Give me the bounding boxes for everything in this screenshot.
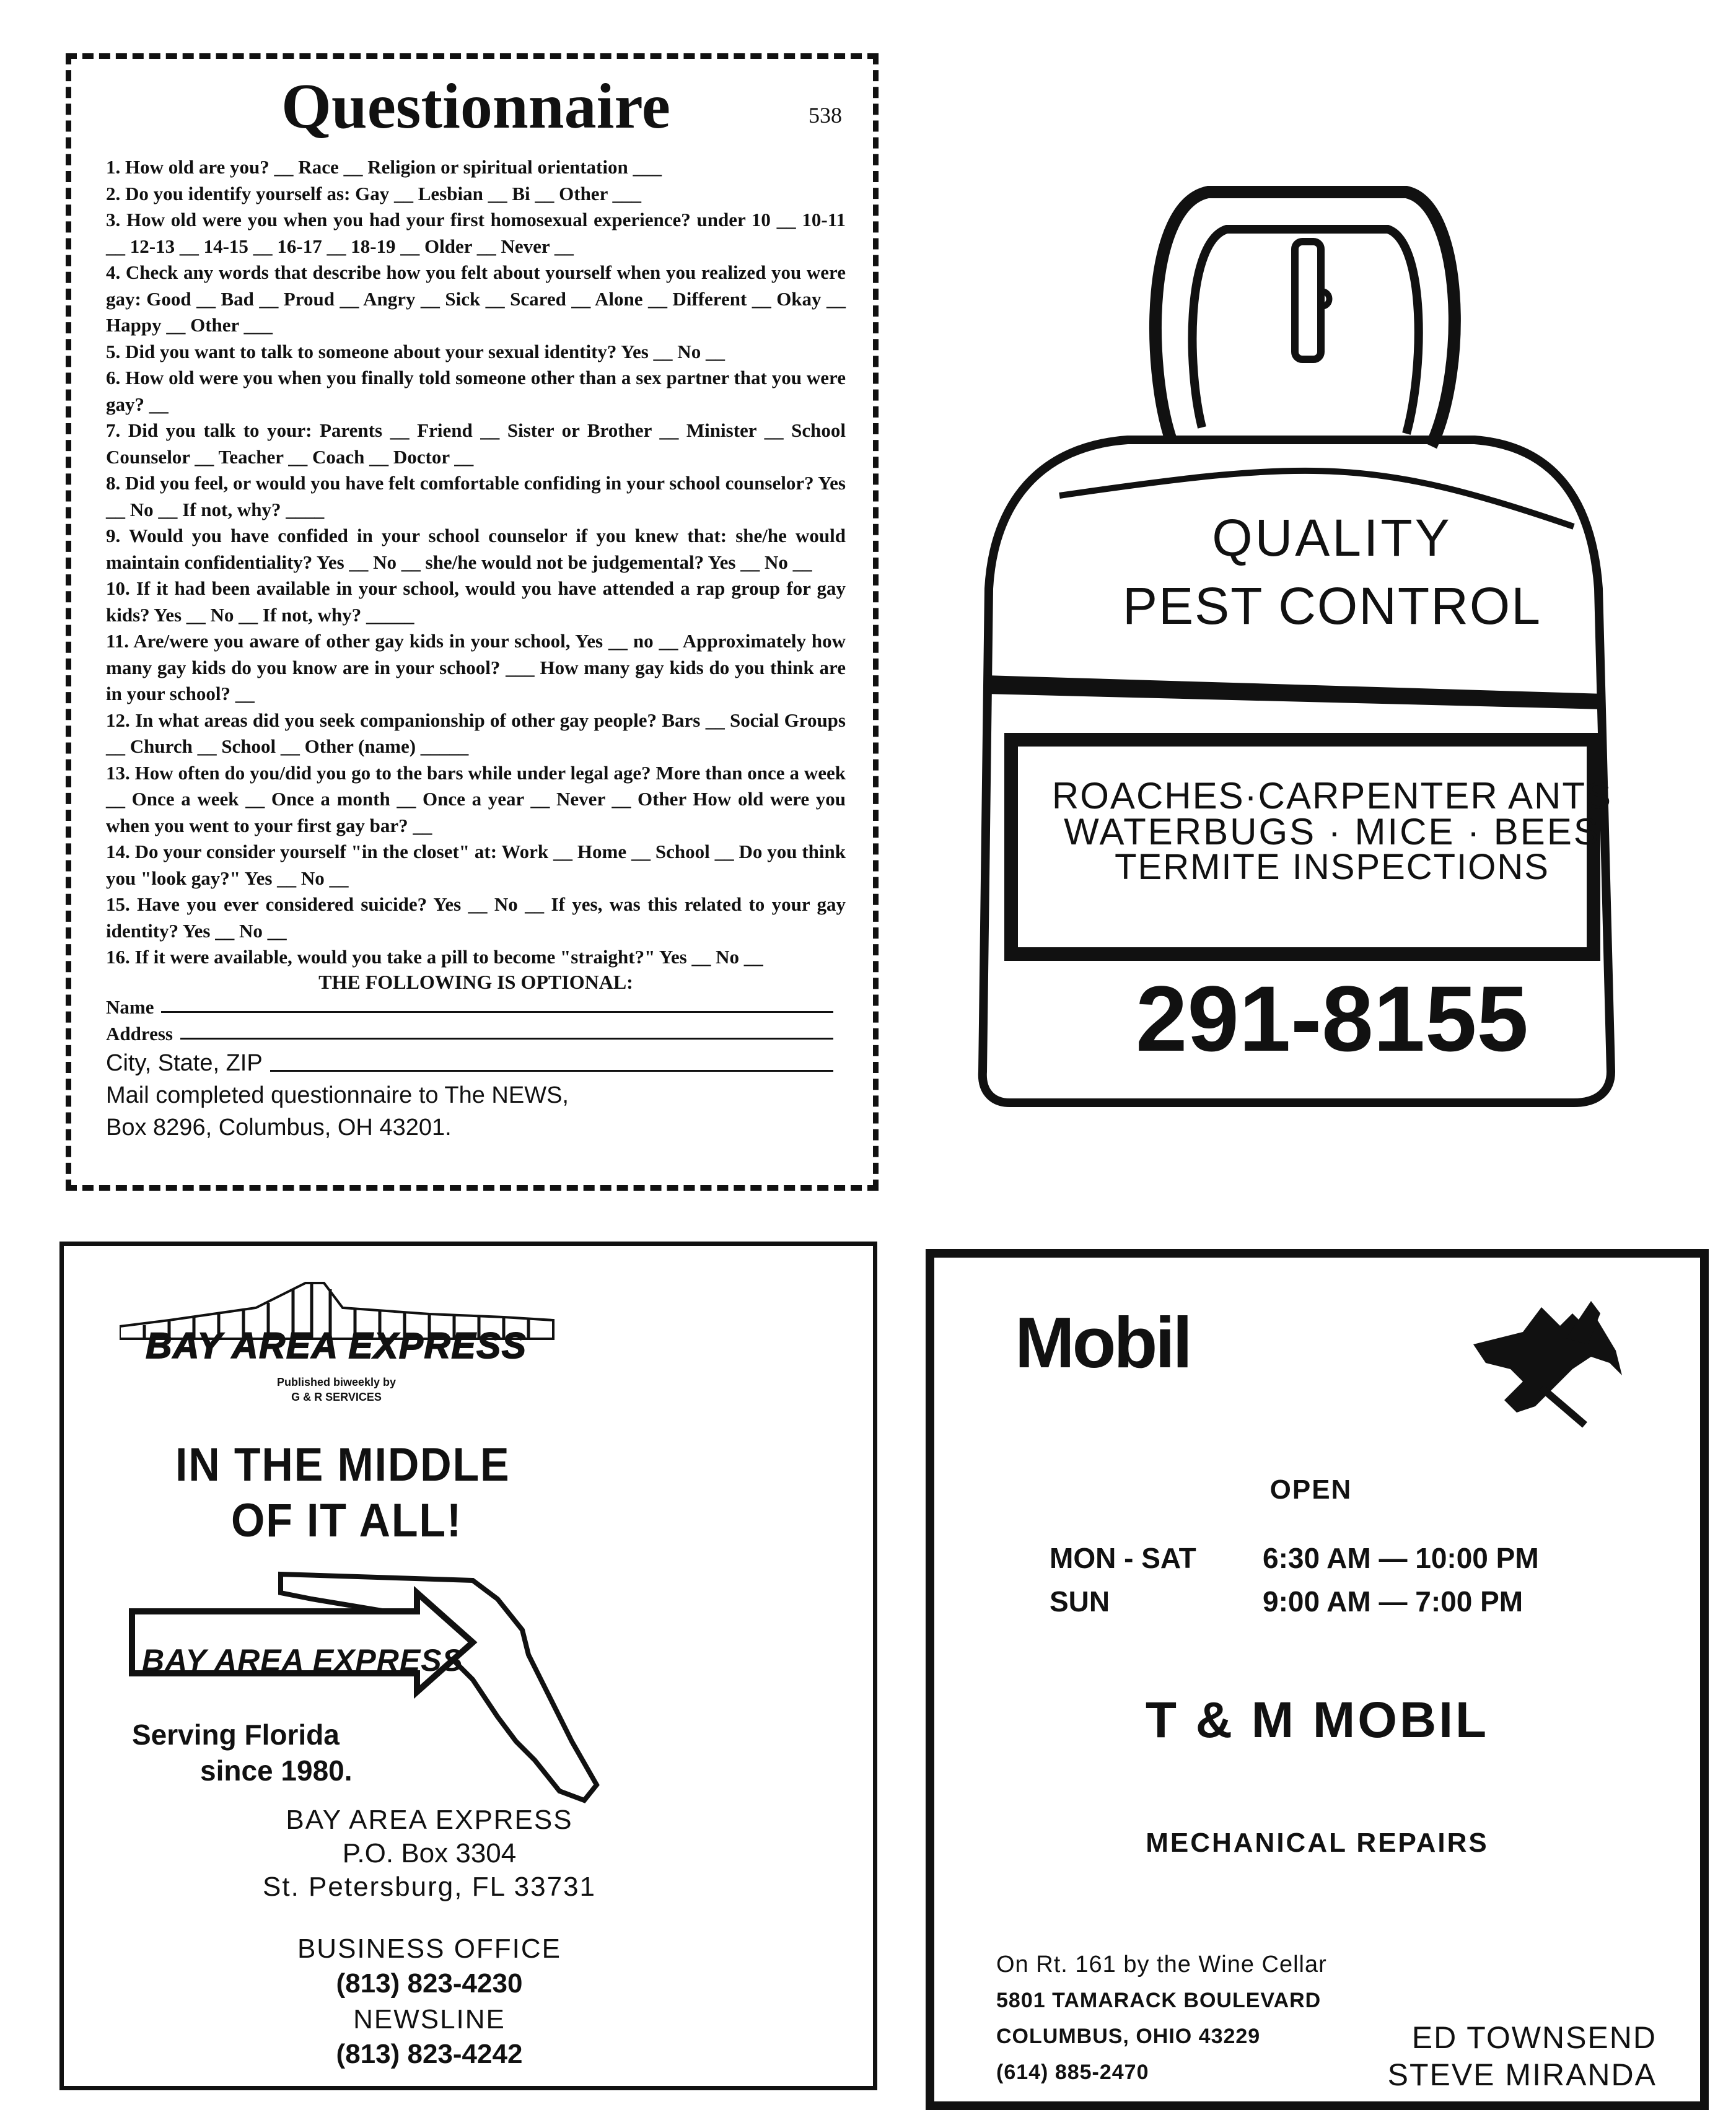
bay-business-phone: (813) 823-4230	[336, 1968, 523, 1999]
page-number: 538	[809, 103, 842, 128]
mobil-service: MECHANICAL REPAIRS	[1146, 1828, 1489, 1858]
questionnaire-panel	[66, 53, 879, 1191]
question-item: 4. Check any words that describe how you felt about yourself when you realized you were gay: Good __ Bad __ Proud __ Angry __ Sick __ Scared __ Alone __ Different __ Okay __ Happy __ Other ___	[106, 261, 846, 336]
mobil-address-3: COLUMBUS, OHIO 43229	[996, 2025, 1261, 2048]
question-item: 2. Do you identify yourself as: Gay __ Lesbian __ Bi __ Other ___	[106, 182, 642, 204]
address-label: Address	[106, 1022, 173, 1045]
mobil-phone: (614) 885-2470	[996, 2061, 1149, 2084]
name-label: Name	[106, 996, 154, 1018]
name-field[interactable]	[106, 994, 846, 1020]
bay-logo-text: BAY AREA EXPRESS	[146, 1326, 527, 1366]
bay-city: St. Petersburg, FL 33731	[263, 1872, 596, 1902]
bay-logo-sub-2: G & R SERVICES	[291, 1391, 382, 1403]
question-item: 13. How often do you/did you go to the bars while under legal age? More than once a week __ Once a week __ Once a month __ Once a year __ Never __ Other How old were you when you went to your first gay bar? __	[106, 761, 846, 836]
city-field[interactable]	[106, 1047, 846, 1079]
bay-headline-2: OF IT ALL!	[231, 1494, 463, 1547]
question-item: 16. If it were available, would you take a pill to become "straight?" Yes __ No __	[106, 946, 763, 968]
pegasus-icon	[1467, 1295, 1628, 1431]
bay-logo-sub-1: Published biweekly by	[276, 1376, 397, 1388]
pest-services-1: ROACHES·CARPENTER ANTS	[1051, 775, 1613, 817]
mobil-ad	[926, 1249, 1709, 2110]
question-item: 1. How old are you? __ Race __ Religion or spiritual orientation ___	[106, 156, 662, 178]
question-item: 10. If it had been available in your school, would you have attended a rap group for gay kids? Yes __ No __ If not, why? _____	[106, 577, 846, 626]
question-item: 3. How old were you when you had your first homosexual experience? under 10 __ 10-11 __ 12-13 __ 14-15 __ 16-17 __ 18-19 __ Older __ Never __	[106, 209, 846, 257]
bay-headline-1: IN THE MIDDLE	[175, 1439, 511, 1491]
pest-services-2: WATERBUGS · MICE · BEES	[1064, 811, 1600, 852]
pest-control-ad	[942, 180, 1679, 1121]
city-label: City, State, ZIP	[106, 1049, 263, 1076]
bay-business-label: BUSINESS OFFICE	[297, 1934, 562, 1964]
question-item: 8. Did you feel, or would you have felt comfortable confiding in your school counselor? Yes __ No __ If not, why? ____	[106, 472, 846, 520]
bay-po-box: P.O. Box 3304	[342, 1838, 517, 1868]
mobil-days-2: SUN	[1050, 1585, 1110, 1618]
bay-serving-2: since 1980.	[200, 1754, 353, 1787]
address-line	[180, 1020, 833, 1040]
mobil-address-1: On Rt. 161 by the Wine Cellar	[996, 1951, 1327, 1978]
mobil-hours-1: 6:30 AM — 10:00 PM	[1263, 1542, 1539, 1574]
question-item: 15. Have you ever considered suicide? Yes __ No __ If yes, was this related to your gay identity? Yes __ No __	[106, 893, 846, 942]
mobil-owner-2: STEVE MIRANDA	[1387, 2057, 1657, 2092]
bay-newsline-phone: (813) 823-4242	[336, 2039, 523, 2069]
pest-services-3: TERMITE INSPECTIONS	[1115, 847, 1550, 887]
mobil-days-1: MON - SAT	[1050, 1542, 1196, 1574]
question-item: 14. Do your consider yourself "in the closet" at: Work __ Home __ School __ Do you think you "look gay?" Yes __ No __	[106, 841, 846, 889]
mobil-address-2: 5801 TAMARACK BOULEVARD	[996, 1989, 1322, 2012]
florida-map-icon	[126, 1556, 609, 1803]
mobil-owner-1: ED TOWNSEND	[1411, 2020, 1657, 2055]
question-item: 6. How old were you when you finally told someone other than a sex partner that you were gay? __	[106, 367, 846, 415]
bay-newsline-label: NEWSLINE	[353, 2004, 506, 2035]
questionnaire-title: Questionnaire	[281, 71, 670, 142]
bay-area-express-ad	[59, 1242, 877, 2090]
pest-title-1: QUALITY	[1212, 509, 1452, 567]
question-item: 11. Are/were you aware of other gay kids in your school, Yes __ no __ Approximately how many gay kids do you know are in your school? ___ How many gay kids do you think are in your school? __	[106, 630, 846, 705]
name-line	[161, 994, 833, 1013]
bay-serving-1: Serving Florida	[132, 1719, 340, 1751]
mobil-hours-2: 9:00 AM — 7:00 PM	[1263, 1585, 1523, 1618]
address-field[interactable]	[106, 1020, 846, 1047]
optional-heading: THE FOLLOWING IS OPTIONAL:	[318, 970, 633, 993]
question-item: 9. Would you have confided in your school counselor if you knew that: she/he would maintain confidentiality? Yes __ No __ she/he would not be judgemental? Yes __ No __	[106, 525, 846, 573]
bay-arrow-text: BAY AREA EXPRESS	[142, 1643, 463, 1678]
pest-title-2: PEST CONTROL	[1123, 577, 1541, 635]
mobil-station-name: T & M MOBIL	[1145, 1692, 1489, 1748]
question-item: 5. Did you want to talk to someone about your sexual identity? Yes __ No __	[106, 340, 725, 362]
mail-instructions-2: Box 8296, Columbus, OH 43201.	[106, 1114, 452, 1141]
city-line	[270, 1047, 833, 1072]
pest-phone: 291-8155	[1136, 966, 1528, 1071]
question-list	[106, 154, 846, 971]
mail-instructions-1: Mail completed questionnaire to The NEWS,	[106, 1082, 569, 1108]
bay-name: BAY AREA EXPRESS	[286, 1805, 573, 1835]
question-item: 7. Did you talk to your: Parents __ Friend __ Sister or Brother __ Minister __ School Counselor __ Teacher __ Coach __ Doctor __	[106, 419, 846, 468]
mobil-brand: Mobil	[1015, 1302, 1190, 1383]
question-item: 12. In what areas did you seek companionship of other gay people? Bars __ Social Groups __ Church __ School __ Other (name) _____	[106, 709, 846, 758]
mobil-open: OPEN	[1269, 1474, 1352, 1505]
